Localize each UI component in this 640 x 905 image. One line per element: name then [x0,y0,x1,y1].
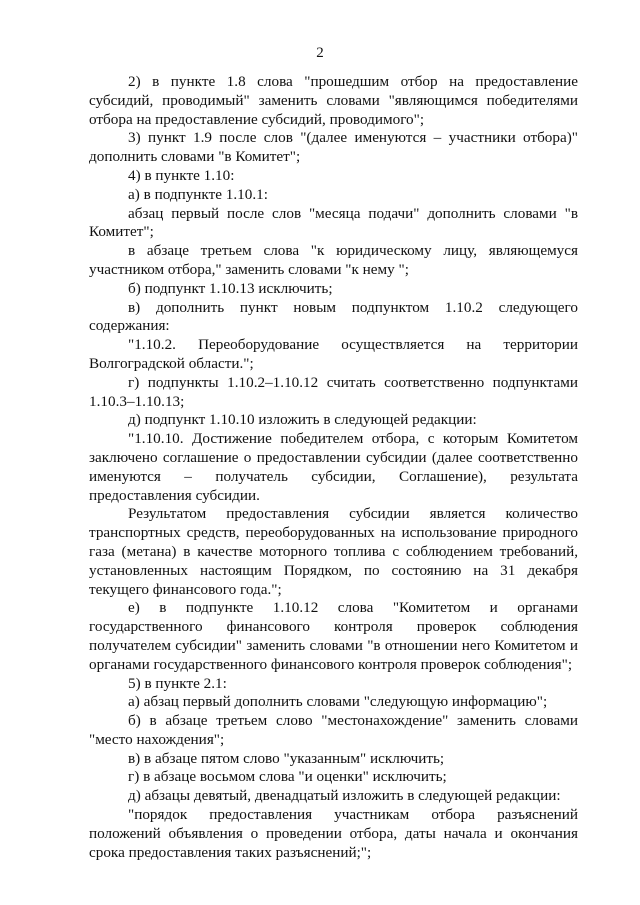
paragraph: "1.10.2. Переоборудование осуществляется на территории Волгоградской области."; [89,336,578,372]
document-body [89,73,578,862]
paragraph: "порядок предоставления участникам отбора разъяснений положений объявления о проведении отбора, даты начала и окончания срока предоставления таких разъяснений;"; [89,806,578,861]
paragraph: "1.10.10. Достижение победителем отбора, с которым Комитетом заключено соглашение о предоставлении субсидии (далее соответственно именуются – получатель субсидии, Соглашение), результата предоставления субсидии. [89,430,578,504]
paragraph: е) в подпункте 1.10.12 слова "Комитетом и органами государственного финансового контроля проверок соблюдения получателем субсидии" заменить словами "в отношении него Комитетом и органами государственного финансового контроля проверок соблюдения"; [89,599,578,673]
paragraph: д) абзацы девятый, двенадцатый изложить в следующей редакции: [128,787,561,805]
paragraph: б) подпункт 1.10.13 исключить; [128,279,333,297]
paragraph: 5) в пункте 2.1: [128,674,227,692]
paragraph: 2) в пункте 1.8 слова "прошедшим отбор на предоставление субсидий, проводимый" заменить словами "являющимся победителями отбора на предоставление субсидий, проводимого"; [89,73,578,128]
paragraph: а) абзац первый дополнить словами "следующую информацию"; [128,693,548,711]
paragraph: в) дополнить пункт новым подпунктом 1.10.2 следующего содержания: [89,298,578,335]
paragraph: Результатом предоставления субсидии является количество транспортных средств, переоборудованных на использование природного газа (метана) в качестве моторного топлива с соблюдением требований, установленных настоящим Порядком, по состоянию на 31 декабря текущего финансового года."; [89,505,578,598]
paragraph: 3) пункт 1.9 после слов "(далее именуются – участники отбора)" дополнить словами "в Комитет"; [89,129,578,166]
paragraph: абзац первый после слов "месяца подачи" дополнить словами "в Комитет"; [89,204,578,241]
paragraph: г) в абзаце восьмом слова "и оценки" исключить; [128,768,447,786]
paragraph: в) в абзаце пятом слово "указанным" исключить; [128,749,445,767]
paragraph: г) подпункты 1.10.2–1.10.12 считать соответственно подпунктами 1.10.3–1.10.13; [89,373,578,410]
paragraph: 4) в пункте 1.10: [128,166,235,184]
paragraph: а) в подпункте 1.10.1: [128,185,268,203]
paragraph: б) в абзаце третьем слово "местонахождение" заменить словами "место нахождения"; [89,712,578,748]
paragraph: д) подпункт 1.10.10 изложить в следующей редакции: [128,411,477,429]
page-number: 2 [316,45,324,61]
paragraph: в абзаце третьем слова "к юридическому лицу, являющемуся участником отбора," заменить словами "к нему "; [89,242,578,278]
